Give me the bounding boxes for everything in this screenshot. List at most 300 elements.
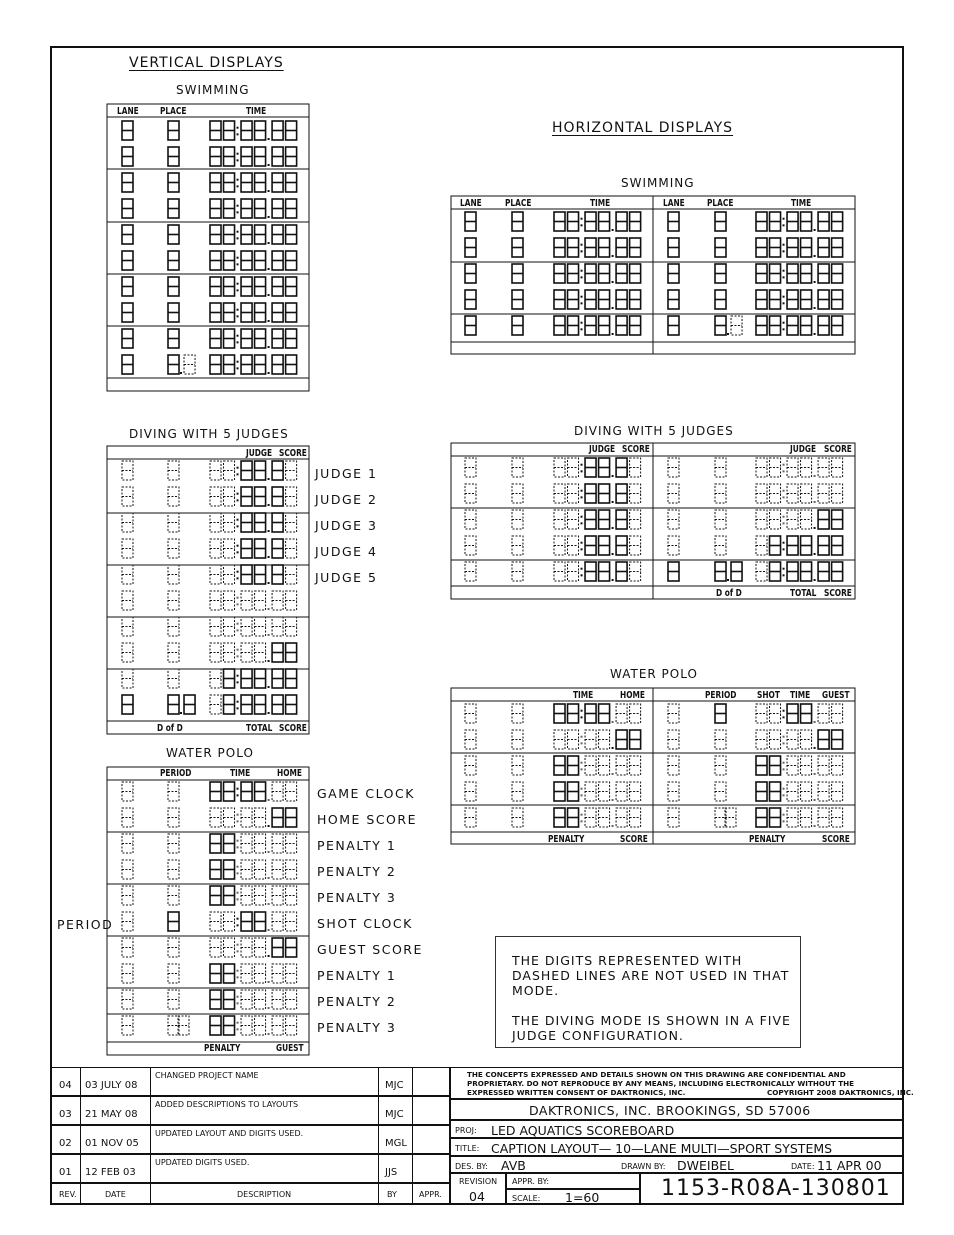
- colon-dot: [581, 548, 583, 550]
- h-swim-header-time-1: TIME: [590, 198, 611, 209]
- colon-dot: [237, 681, 239, 683]
- decimal-dot: [612, 229, 614, 231]
- decimal-dot: [268, 346, 270, 348]
- decimal-dot: [814, 747, 816, 749]
- colon-dot: [237, 179, 239, 181]
- decimal-dot: [814, 333, 816, 335]
- revision-row-desc: CHANGED PROJECT NAME: [155, 1071, 259, 1080]
- decimal-dot: [268, 929, 270, 931]
- h-wp-header-shot: SHOT: [757, 690, 780, 701]
- decimal-dot: [814, 307, 816, 309]
- colon-dot: [237, 551, 239, 553]
- h-swim-header-lane-2: LANE: [663, 198, 685, 209]
- colon-dot: [783, 568, 785, 570]
- colon-dot: [237, 814, 239, 816]
- colon-dot: [783, 470, 785, 472]
- decimal-dot: [268, 955, 270, 957]
- appr-label: APPR. BY:: [512, 1177, 550, 1186]
- colon-dot: [783, 574, 785, 576]
- colon-dot: [581, 218, 583, 220]
- colon-dot: [783, 788, 785, 790]
- decimal-dot: [268, 138, 270, 140]
- h-wp-footer-score-1: SCORE: [620, 834, 648, 845]
- decimal-dot: [612, 255, 614, 257]
- v-wp-row-label: GAME CLOCK: [317, 786, 415, 801]
- revision-row-desc: ADDED DESCRIPTIONS TO LAYOUTS: [155, 1100, 299, 1109]
- colon-dot: [237, 623, 239, 625]
- colon-dot: [581, 296, 583, 298]
- decimal-dot: [814, 229, 816, 231]
- colon-dot: [783, 218, 785, 220]
- colon-dot: [237, 898, 239, 900]
- colon-dot: [783, 224, 785, 226]
- decimal-dot: [268, 530, 270, 532]
- colon-dot: [581, 250, 583, 252]
- designed-by: AVB: [501, 1158, 526, 1173]
- decimal-dot: [268, 320, 270, 322]
- title-cell: [450, 1138, 904, 1156]
- project-cell: [450, 1120, 904, 1138]
- colon-dot: [237, 649, 239, 651]
- vertical-diving-title: DIVING WITH 5 JUDGES: [129, 427, 289, 441]
- h-wp-footer-penalty-1: PENALTY: [548, 834, 585, 845]
- colon-dot: [237, 519, 239, 521]
- v-wp-row-label: HOME SCORE: [317, 812, 417, 827]
- colon-dot: [783, 762, 785, 764]
- colon-dot: [581, 244, 583, 246]
- company-name: DAKTRONICS, INC. BROOKINGS, SD 57006: [529, 1103, 811, 1118]
- v-dive-row-label: JUDGE 5: [315, 570, 378, 585]
- colon-dot: [581, 710, 583, 712]
- colon-dot: [783, 328, 785, 330]
- colon-dot: [237, 467, 239, 469]
- colon-dot: [581, 814, 583, 816]
- designer-cell: [450, 1156, 904, 1173]
- revision-row-by: MJC: [385, 1080, 404, 1091]
- colon-dot: [783, 548, 785, 550]
- revision-number: 04: [469, 1189, 485, 1204]
- colon-dot: [237, 315, 239, 317]
- scale-cell: [506, 1189, 640, 1205]
- decimal-dot: [268, 825, 270, 827]
- colon-dot: [237, 367, 239, 369]
- decimal-dot: [268, 216, 270, 218]
- drawing-number: 1153-R08A-130801: [661, 1176, 891, 1201]
- colon-dot: [237, 133, 239, 135]
- colon-dot: [581, 568, 583, 570]
- proj-label: PROJ:: [455, 1126, 477, 1135]
- colon-dot: [237, 597, 239, 599]
- v-dive-footer-total: TOTAL: [246, 723, 273, 734]
- decimal-dot: [814, 579, 816, 581]
- decimal-dot: [814, 281, 816, 283]
- decimal-dot: [612, 747, 614, 749]
- v-wp-table: [107, 767, 309, 1055]
- colon-dot: [237, 361, 239, 363]
- v-swim-header-lane: LANE: [117, 106, 139, 117]
- h-dive-header-judge-1: JUDGE: [589, 444, 616, 455]
- colon-dot: [237, 924, 239, 926]
- colon-dot: [581, 302, 583, 304]
- colon-dot: [581, 224, 583, 226]
- v-dive-row-label: JUDGE 2: [315, 492, 378, 507]
- decimal-dot: [268, 877, 270, 879]
- h-dive-footer-total: TOTAL: [790, 588, 817, 599]
- revision-label: REVISION: [459, 1177, 498, 1186]
- decimal-dot: [612, 799, 614, 801]
- colon-dot: [581, 322, 583, 324]
- company-cell: [450, 1099, 904, 1120]
- decimal-dot: [268, 712, 270, 714]
- revision-row-by: JJS: [385, 1167, 398, 1178]
- decimal-dot: [268, 1033, 270, 1035]
- v-wp-row-label: SHOT CLOCK: [317, 916, 413, 931]
- v-wp-row-label: PENALTY 1: [317, 968, 397, 983]
- h-wp-header-period: PERIOD: [705, 690, 737, 701]
- revision-header-row: [50, 1183, 450, 1205]
- scale-label: SCALE:: [512, 1194, 541, 1203]
- colon-dot: [581, 276, 583, 278]
- decimal-dot: [612, 281, 614, 283]
- colon-dot: [581, 762, 583, 764]
- decimal-dot: [814, 799, 816, 801]
- v-wp-row-label: PENALTY 1: [317, 838, 397, 853]
- drawing-date: 11 APR 00: [817, 1158, 882, 1173]
- colon-dot: [237, 231, 239, 233]
- revision-row-desc: UPDATED DIGITS USED.: [155, 1158, 250, 1167]
- colon-dot: [581, 464, 583, 466]
- colon-dot: [237, 257, 239, 259]
- decimal-dot: [612, 333, 614, 335]
- colon-dot: [237, 493, 239, 495]
- decimal-dot: [268, 608, 270, 610]
- decimal-dot: [814, 553, 816, 555]
- dashed-digits-note: [495, 936, 801, 1048]
- v-wp-row-label: GUEST SCORE: [317, 942, 423, 957]
- colon-dot: [783, 270, 785, 272]
- v-wp-footer-guest: GUEST: [276, 1043, 304, 1054]
- v-dive-row-label: JUDGE 3: [315, 518, 378, 533]
- colon-dot: [237, 185, 239, 187]
- v-dive-row-label: JUDGE 4: [315, 544, 378, 559]
- decimal-dot: [727, 333, 729, 335]
- colon-dot: [237, 701, 239, 703]
- rev-col-desc: DESCRIPTION: [237, 1190, 292, 1199]
- decimal-dot: [268, 903, 270, 905]
- colon-dot: [581, 794, 583, 796]
- colon-dot: [237, 341, 239, 343]
- colon-dot: [237, 918, 239, 920]
- colon-dot: [581, 542, 583, 544]
- confidential-cell: [450, 1067, 914, 1099]
- colon-dot: [237, 545, 239, 547]
- decimal-dot: [612, 501, 614, 503]
- decimal-dot: [612, 721, 614, 723]
- decimal-dot: [268, 242, 270, 244]
- v-wp-row-label: PENALTY 3: [317, 1020, 397, 1035]
- colon-dot: [237, 127, 239, 129]
- drawn-label: DRAWN BY:: [621, 1162, 666, 1171]
- title-label: TITLE:: [455, 1144, 480, 1153]
- colon-dot: [237, 1022, 239, 1024]
- colon-dot: [237, 707, 239, 709]
- h-dive-header-score-1: SCORE: [622, 444, 650, 455]
- colon-dot: [237, 675, 239, 677]
- rev-col-date: DATE: [105, 1190, 126, 1199]
- decimal-dot: [268, 372, 270, 374]
- colon-dot: [237, 211, 239, 213]
- vertical-displays-title: VERTICAL DISPLAYS: [129, 55, 284, 71]
- decimal-dot: [612, 773, 614, 775]
- vertical-waterpolo-title: WATER POLO: [166, 746, 254, 760]
- decimal-dot: [612, 307, 614, 309]
- revision-row: [50, 1125, 450, 1154]
- v-wp-row-label: PENALTY 2: [317, 994, 397, 1009]
- colon-dot: [783, 542, 785, 544]
- colon-dot: [783, 814, 785, 816]
- v-dive-table: [107, 446, 309, 734]
- h-swim-header-place-2: PLACE: [707, 198, 734, 209]
- colon-dot: [237, 840, 239, 842]
- colon-dot: [237, 603, 239, 605]
- colon-dot: [581, 516, 583, 518]
- decimal-dot: [268, 799, 270, 801]
- date-label: DATE:: [791, 1162, 815, 1171]
- decimal-dot: [612, 553, 614, 555]
- colon-dot: [581, 496, 583, 498]
- drawing-number-cell: [640, 1173, 904, 1205]
- colon-dot: [783, 716, 785, 718]
- colon-dot: [783, 516, 785, 518]
- v-swim-header-time: TIME: [246, 106, 267, 117]
- colon-dot: [783, 302, 785, 304]
- decimal-dot: [814, 721, 816, 723]
- rev-col-by: BY: [387, 1190, 397, 1199]
- h-wp-footer-penalty-2: PENALTY: [749, 834, 786, 845]
- v-swim-header-place: PLACE: [160, 106, 187, 117]
- colon-dot: [237, 335, 239, 337]
- decimal-dot: [814, 501, 816, 503]
- v-dive-header-score: SCORE: [279, 448, 307, 459]
- horizontal-swimming-title: SWIMMING: [621, 176, 695, 190]
- decimal-dot: [268, 634, 270, 636]
- decimal-dot: [268, 478, 270, 480]
- revision-row-rev: 01: [59, 1167, 72, 1178]
- revision-row: [50, 1067, 450, 1096]
- colon-dot: [783, 490, 785, 492]
- revision-row: [50, 1096, 450, 1125]
- decimal-dot: [180, 372, 182, 374]
- decimal-dot: [268, 851, 270, 853]
- decimal-dot: [814, 475, 816, 477]
- colon-dot: [783, 276, 785, 278]
- note-line-1: THE DIGITS REPRESENTED WITH DASHED LINES ARE NOT USED IN THAT MODE.: [512, 953, 790, 998]
- colon-dot: [237, 950, 239, 952]
- decimal-dot: [727, 579, 729, 581]
- revision-row-rev: 04: [59, 1080, 72, 1091]
- colon-dot: [581, 270, 583, 272]
- colon-dot: [783, 794, 785, 796]
- colon-dot: [237, 205, 239, 207]
- decimal-dot: [180, 712, 182, 714]
- colon-dot: [237, 794, 239, 796]
- colon-dot: [783, 522, 785, 524]
- horizontal-diving-title: DIVING WITH 5 JUDGES: [574, 424, 734, 438]
- colon-dot: [237, 473, 239, 475]
- decimal-dot: [268, 582, 270, 584]
- revision-row-date: 12 FEB 03: [85, 1167, 136, 1178]
- v-wp-row-label: PENALTY 3: [317, 890, 397, 905]
- decimal-dot: [268, 164, 270, 166]
- colon-dot: [237, 159, 239, 161]
- colon-dot: [237, 153, 239, 155]
- horizontal-waterpolo-title: WATER POLO: [610, 667, 698, 681]
- colon-dot: [237, 976, 239, 978]
- decimal-dot: [612, 527, 614, 529]
- decimal-dot: [268, 1007, 270, 1009]
- decimal-dot: [268, 294, 270, 296]
- des-label: DES. BY:: [455, 1162, 488, 1171]
- colon-dot: [783, 820, 785, 822]
- colon-dot: [783, 496, 785, 498]
- colon-dot: [237, 866, 239, 868]
- colon-dot: [237, 309, 239, 311]
- confidential-text: THE CONCEPTS EXPRESSED AND DETAILS SHOWN ON THIS DRAWING ARE CONFIDENTIAL AND PROPRIETARY. DO NOT REPRODUCE BY ANY MEANS, INCLUDING ELECTRONICALLY WITHOUT THE EXPRESSED WRITTEN CONSENT OF DAKTRONICS, INC.: [467, 1070, 855, 1097]
- colon-dot: [237, 892, 239, 894]
- approved-cell: [506, 1173, 640, 1189]
- h-dive-footer-dofd: D of D: [716, 588, 742, 599]
- decimal-dot: [814, 527, 816, 529]
- colon-dot: [237, 237, 239, 239]
- h-wp-header-guest: GUEST: [822, 690, 850, 701]
- colon-dot: [581, 328, 583, 330]
- colon-dot: [581, 788, 583, 790]
- colon-dot: [783, 464, 785, 466]
- revision-row-date: 21 MAY 08: [85, 1109, 138, 1120]
- rev-col-rev: REV.: [59, 1190, 77, 1199]
- rev-col-appr: APPR.: [419, 1190, 442, 1199]
- drawn-by: DWEIBEL: [677, 1158, 735, 1173]
- v-wp-header-home: HOME: [277, 768, 302, 779]
- colon-dot: [581, 736, 583, 738]
- colon-dot: [237, 577, 239, 579]
- decimal-dot: [814, 825, 816, 827]
- decimal-dot: [268, 981, 270, 983]
- colon-dot: [783, 710, 785, 712]
- colon-dot: [581, 574, 583, 576]
- v-dive-row-label: JUDGE 1: [315, 466, 378, 481]
- colon-dot: [237, 499, 239, 501]
- colon-dot: [581, 820, 583, 822]
- colon-dot: [581, 490, 583, 492]
- colon-dot: [237, 996, 239, 998]
- revision-cell: [450, 1173, 506, 1205]
- colon-dot: [783, 768, 785, 770]
- colon-dot: [783, 322, 785, 324]
- vertical-swimming-title: SWIMMING: [176, 83, 250, 97]
- v-dive-footer-dofd: D of D: [157, 723, 183, 734]
- v-wp-row-label: PENALTY 2: [317, 864, 397, 879]
- colon-dot: [237, 283, 239, 285]
- decimal-dot: [268, 504, 270, 506]
- horizontal-displays-title: HORIZONTAL DISPLAYS: [552, 120, 734, 136]
- revision-row-rev: 03: [59, 1109, 72, 1120]
- project-name: LED AQUATICS SCOREBOARD: [491, 1123, 675, 1138]
- colon-dot: [237, 820, 239, 822]
- colon-dot: [237, 289, 239, 291]
- h-dive-header-score-2: SCORE: [824, 444, 852, 455]
- colon-dot: [237, 846, 239, 848]
- revision-block: [50, 1067, 450, 1205]
- h-wp-footer-score-2: SCORE: [822, 834, 850, 845]
- v-wp-footer-penalty: PENALTY: [204, 1043, 241, 1054]
- h-dive-header-judge-2: JUDGE: [790, 444, 817, 455]
- h-wp-header-time: TIME: [573, 690, 594, 701]
- decimal-dot: [268, 556, 270, 558]
- colon-dot: [783, 250, 785, 252]
- revision-row-rev: 02: [59, 1138, 72, 1149]
- revision-row-by: MJC: [385, 1109, 404, 1120]
- colon-dot: [783, 296, 785, 298]
- colon-dot: [237, 629, 239, 631]
- scale-value: 1=60: [565, 1190, 600, 1205]
- colon-dot: [237, 571, 239, 573]
- revision-row-desc: UPDATED LAYOUT AND DIGITS USED.: [155, 1129, 304, 1138]
- colon-dot: [237, 1028, 239, 1030]
- note-line-2: THE DIVING MODE IS SHOWN IN A FIVE JUDGE CONFIGURATION.: [512, 1013, 791, 1043]
- h-swim-header-time-2: TIME: [791, 198, 812, 209]
- revision-row-date: 01 NOV 05: [85, 1138, 139, 1149]
- v-wp-header-period: PERIOD: [160, 768, 192, 779]
- colon-dot: [237, 944, 239, 946]
- colon-dot: [237, 655, 239, 657]
- h-wp-header-home: HOME: [620, 690, 645, 701]
- colon-dot: [237, 263, 239, 265]
- colon-dot: [237, 525, 239, 527]
- colon-dot: [783, 742, 785, 744]
- decimal-dot: [268, 190, 270, 192]
- decimal-dot: [814, 773, 816, 775]
- revision-row: [50, 1154, 450, 1183]
- v-dive-footer-score: SCORE: [279, 723, 307, 734]
- colon-dot: [581, 470, 583, 472]
- h-swim-header-place-1: PLACE: [505, 198, 532, 209]
- colon-dot: [581, 742, 583, 744]
- drawing-title: CAPTION LAYOUT— 10—LANE MULTI—SPORT SYSTEMS: [491, 1141, 833, 1156]
- colon-dot: [237, 872, 239, 874]
- decimal-dot: [612, 579, 614, 581]
- decimal-dot: [268, 268, 270, 270]
- decimal-dot: [612, 475, 614, 477]
- decimal-dot: [268, 686, 270, 688]
- copyright-text: COPYRIGHT 2008 DAKTRONICS, INC.: [767, 1088, 914, 1097]
- colon-dot: [237, 970, 239, 972]
- decimal-dot: [814, 255, 816, 257]
- colon-dot: [237, 1002, 239, 1004]
- v-dive-header-judge: JUDGE: [246, 448, 273, 459]
- v-wp-period-side-label: PERIOD: [57, 917, 114, 932]
- colon-dot: [237, 788, 239, 790]
- colon-dot: [783, 244, 785, 246]
- h-wp-header-time-2: TIME: [790, 690, 811, 701]
- colon-dot: [783, 736, 785, 738]
- revision-row-date: 03 JULY 08: [85, 1080, 138, 1091]
- colon-dot: [581, 522, 583, 524]
- h-swim-header-lane-1: LANE: [460, 198, 482, 209]
- v-wp-header-time: TIME: [230, 768, 251, 779]
- title-block: [450, 1067, 914, 1205]
- h-dive-footer-score: SCORE: [824, 588, 852, 599]
